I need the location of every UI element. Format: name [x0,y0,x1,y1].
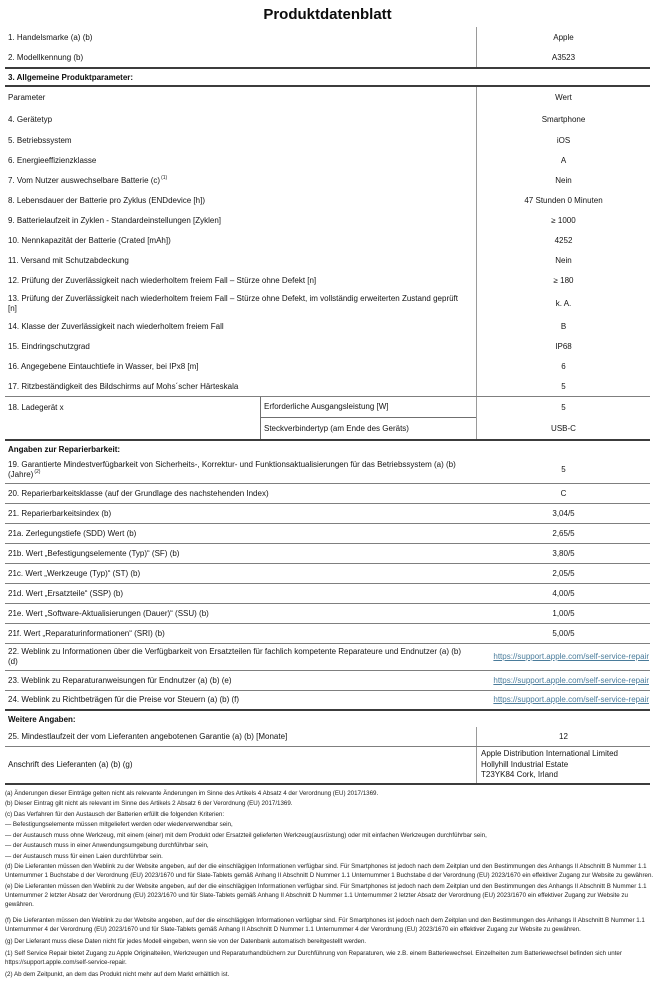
row-label: 5. Betriebssystem [8,136,72,145]
row-label: 25. Mindestlaufzeit der vom Lieferanten angebotenen Garantie (a) (b) [Monate] [8,731,288,741]
row-value: A [560,156,567,165]
row-value: 2,65/5 [552,528,575,538]
table-row-ritzbestaendigkeit [5,377,650,397]
self-service-repair-link[interactable]: https://support.apple.com/self-service-repair [493,695,649,704]
footnote-g: (g) Der Lieferant muss diese Daten nicht für jedes Modell eingeben, wenn sie von der Datenbank automatisch bereitgestellt werden. [5,937,367,945]
row-value: 5 [561,381,566,391]
column-header-wert: Wert [555,93,572,102]
row-label: 20. Reparierbarkeitsklasse (auf der Grundlage des nachstehenden Index) [8,488,269,498]
row-value: 4,00/5 [552,588,575,598]
row-label: 15. Eindringschutzgrad [8,342,90,351]
product-table [5,27,650,785]
row-label: 24. Weblink zu Richtbeträgen für die Preise vor Steuern (a) (b) (f) [8,695,240,704]
row-label: 21c. Wert „Werkzeuge (Typ)“ (ST) (b) [8,568,141,578]
footnote-a: (a) Änderungen dieser Einträge gelten nicht als relevante Änderungen im Sinne des Artikels 4 Absatz 4 der Verordnung (EU) 2017/1369. [5,789,379,797]
row-label: 21. Reparierbarkeitsindex (b) [8,508,112,518]
row-value: Apple [553,33,574,42]
row-label: 22. Weblink zu Informationen über die Verfügbarkeit von Ersatzteilen für fachlich kompetente Reparateure und Endnutzer (a) (b) (d) [8,647,461,666]
footnote-c-item: — der Austausch muss in einer Anwendungsumgebung durchführbar sein, [5,842,209,850]
footnote-c-item: — Befestigungselemente müssen mitgeliefert werden oder wiederverwendbar sein, [5,821,233,829]
row-label: 21d. Wert „Ersatzteile“ (SSP) (b) [8,588,123,598]
row-label: 4. Gerätetyp [8,115,53,124]
footnote-e: (e) Die Lieferanten müssen den Weblink zu der Website angeben, auf der die einschlägigen Informationen verfügbar sind. Für Smartphones ist jedoch nach dem Zeitplan und den Bestimmungen des Anhangs II Abschnitt B Nummer 1.1 Unternummer 2 letzter Absatz der Verordnung (EU) 2023/1670 und für Slate-Tablets gemäß Anhang II Abschnitt D Nummer 1.1 Unternummer 2 letzter Absatz der Verordnung (EU) 2023/1670 ein effektiver Zugang zur Website zu gewähren. [5,882,647,908]
table-row-werkzeuge [5,564,650,584]
table-row-schutzabdeckung [5,251,650,271]
row-label: 11. Versand mit Schutzabdeckung [8,256,129,265]
row-label: 23. Weblink zu Reparaturanweisungen für Endnutzer (a) (b) (e) [8,675,232,685]
row-value: 1,00/5 [552,608,575,618]
column-header-parameter: Parameter [8,93,46,102]
address-line: Hollyhill Industrial Estate [481,759,569,769]
row-label: 17. Ritzbeständigkeit des Bildschirms auf Mohs´scher Härteskala [8,381,239,391]
row-value: 4252 [554,236,573,245]
row-value: 3,80/5 [552,548,575,558]
table-row-modellkennung [5,49,650,69]
address-line: T23YK84 Cork, Irland [481,770,558,780]
row-value: 5,00/5 [552,628,575,638]
ladegeraet-values [477,397,650,439]
footnote-f: (f) Die Lieferanten müssen den Weblink zu der Website angeben, auf der die einschlägigen Informationen verfügbar sind. Für Smartphones ist jedoch nach dem Zeitplan und den Bestimmungen des Anhangs II Abschnitt B Nummer 1.1 Unternummer 4 der Verordnung (EU) 2023/1670 und für Slate-Tablets gemäß Anhang II Abschnitt D Nummer 1.1 Unternummer 4 der Verordnung (EU) 2023/1670 ein effektiver Zugang zur Website zu gewähren. [5,916,645,933]
ladegeraet-subtable [260,397,477,439]
footnote-b: (b) Dieser Eintrag gilt nicht als relevant im Sinne des Artikels 2 Absatz 6 der Verordnung (EU) 2017/1369. [5,800,293,808]
row-label: Anschrift des Lieferanten (a) (b) (g) [8,759,133,769]
row-value: A3523 [551,53,576,62]
table-row-update-verfuegbarkeit [5,457,650,484]
sub-row-value: USB-C [551,424,576,433]
section-header-weitere-angaben: Weitere Angaben: [8,715,76,724]
table-row-betriebssystem [5,131,650,151]
table-row-eintauchtiefe [5,357,650,377]
footnote-c-item: — der Austausch muss ohne Werkzeug, mit einem (einer) mit dem Produkt oder Ersatzteil gelieferten Werkzeug(ausrüstung) oder mit einfachen Werkzeugen durchführbar sein, [5,831,487,839]
footnote-d: (d) Die Lieferanten müssen den Weblink zu der Website angeben, auf der die einschlägigen Informationen verfügbar sind. Für Smartphones ist jedoch nach dem Zeitplan und den Bestimmungen des Anhangs II Abschnitt B Nummer 1.1 Unternummer 1 Buchstabe d der Verordnung (EU) 2023/1670 und für Slate-Tablets gemäß Anhang II Abschnitt D Nummer 1.1 Unternummer 1 Buchstabe d der Verordnung (EU) 2023/1670 ein effektiver Zugang zur Website zu gewähren. [5,863,654,880]
self-service-repair-link[interactable]: https://support.apple.com/self-service-repair [493,675,649,685]
table-row-batterielaufzeit-zyklen [5,211,650,231]
row-label: 21e. Wert „Software-Aktualisierungen (Dauer)“ (SSU) (b) [8,608,209,618]
row-label: 19. Garantierte Mindestverfügbarkeit von Sicherheits-, Korrektur- und Funktionsaktualisierungen für das Betriebssystem (a) (b) (Jahre)$^{(2)}$ [8,460,456,479]
table-header-row [5,87,650,109]
table-row-anschrift [5,747,650,785]
page-title: Produktdatenblatt [263,6,392,23]
row-value: 6 [561,362,566,371]
table-row-weblink-ersatzteile [5,644,650,671]
table-row-ersatzteile [5,584,650,604]
table-row-weblink-reparaturanweisungen [5,671,650,691]
row-label: 16. Angegebene Eintauchtiefe in Wasser, bei IPx8 [m] [8,362,199,371]
table-row-zuverlaessigkeitsklasse [5,317,650,337]
table-row-batterie-lebensdauer [5,191,650,211]
table-row-ladegeraet [5,397,650,441]
footnotes [5,789,655,979]
row-value: 47 Stunden 0 Minuten [524,196,603,205]
table-row-garantie [5,727,650,747]
table-row-geraetetyp [5,109,650,131]
table-row-handelsmarke [5,27,650,49]
row-value: iOS [556,136,571,145]
footnote-c-item: — der Austausch muss für einen Laien durchführbar sein. [5,852,163,860]
table-row-reparierbarkeitsklasse [5,484,650,504]
row-value: Nein [555,256,572,265]
row-label: 14. Klasse der Zuverlässigkeit nach wiederholtem freiem Fall [8,322,224,331]
row-value: 2,05/5 [552,568,575,578]
row-label: 10. Nennkapazität der Batterie (Crated [mAh]) [8,236,171,245]
sub-row-label: Erforderliche Ausgangsleistung [W] [264,402,389,412]
row-label: 21f. Wert „Reparaturinformationen“ (SRI) (b) [8,628,165,638]
row-value: Nein [555,176,572,185]
row-label: 21a. Zerlegungstiefe (SDD) Wert (b) [8,528,137,538]
table-row-weblink-richtbetraege [5,691,650,711]
table-row-eindringschutzgrad [5,337,650,357]
row-value: C [560,488,567,498]
footnote-2: (2) Ab dem Zeitpunkt, an dem das Produkt nicht mehr auf dem Markt erhältlich ist. [5,970,230,978]
row-label: 21b. Wert „Befestigungselemente (Typ)“ (SF) (b) [8,548,180,558]
footnote-marker: (1) [161,175,168,182]
row-label: 13. Prüfung der Zuverlässigkeit nach wiederholtem freiem Fall – Stürze ohne Defekt, im vollständig erweiterten Zustand geprüft [n] [8,294,458,313]
table-row-fallpruefung-erweitert [5,291,650,317]
row-label: 6. Energieeffizienzklasse [8,156,97,165]
footnote-c: (c) Das Verfahren für den Austausch der Batterien erfüllt die folgenden Kriterien: [5,810,225,818]
row-label: 2. Modellkennung (b) [8,53,84,62]
footnote-1: (1) Self Service Repair bietet Zugang zu Apple Originalteilen, Werkzeugen und Reparaturhandbüchern zur Durchführung von Reparaturen, wie z.B. einem Batteriewechsel. Einzelheiten zum Batteriewechsel befinden sich unter https://support.apple.com/self-service-repair. [5,949,622,966]
row-value: k. A. [555,299,572,308]
table-row-reparierbarkeitsindex [5,504,650,524]
row-value: B [560,322,567,331]
row-label: 9. Batterielaufzeit in Zyklen - Standardeinstellungen [Zyklen] [8,216,222,225]
table-row-reparaturinformationen [5,624,650,644]
section-header-produktparameter: 3. Allgemeine Produktparameter: [5,69,650,87]
table-row-befestigungselemente [5,544,650,564]
row-value: Smartphone [541,115,586,124]
row-value: ≥ 1000 [551,216,576,225]
table-row-zerlegungstiefe [5,524,650,544]
self-service-repair-link[interactable]: https://support.apple.com/self-service-repair [493,652,649,661]
row-value: IP68 [555,342,572,351]
row-label: 12. Prüfung der Zuverlässigkeit nach wiederholtem freiem Fall – Stürze ohne Defekt [n] [8,276,317,285]
sub-row-value: 5 [561,403,566,412]
row-value: ≥ 180 [553,276,574,285]
row-label: 8. Lebensdauer der Batterie pro Zyklus (ENDdevice [h]) [8,196,205,205]
row-value: 12 [559,731,568,741]
table-row-fallpruefung [5,271,650,291]
row-value: 3,04/5 [552,508,575,518]
supplier-address [477,747,650,783]
table-row-nennkapazitaet [5,231,650,251]
address-line: Apple Distribution International Limited [481,749,618,758]
sub-row-label: Steckverbindertyp (am Ende des Geräts) [264,423,409,433]
footnote-marker: (2) [34,469,41,476]
table-row-auswechselbare-batterie [5,171,650,191]
row-label: 1. Handelsmarke (a) (b) [8,33,93,42]
table-row-energieeffizienz [5,151,650,171]
section-header-reparierbarkeit: Angaben zur Reparierbarkeit: [8,445,121,454]
row-label: 18. Ladegerät x [8,403,64,412]
table-row-software-aktualisierungen [5,604,650,624]
row-label: 7. Vom Nutzer auswechselbare Batterie (c)$^{(1)}$ [8,175,168,185]
row-value: 5 [561,465,566,474]
